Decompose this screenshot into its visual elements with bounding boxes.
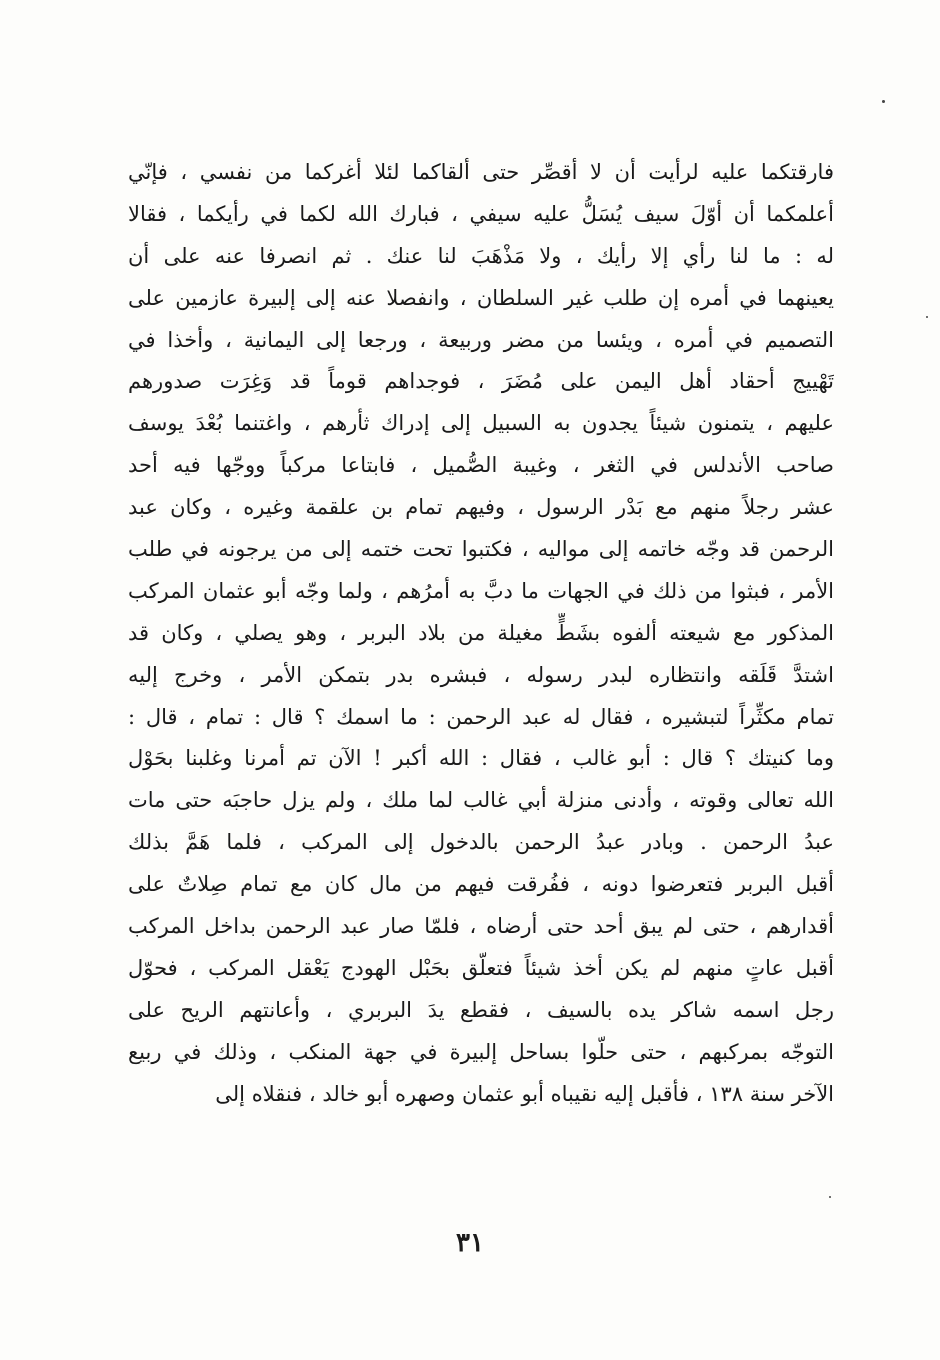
text-line: فارقتكما عليه لرأيت أن لا أقصِّر حتى ألقاكما لئلا أغركما من نفسي ، فإنّي: [128, 160, 834, 184]
text-line: له : ما لنا رأي إلا رأيك ، ولا مَذْهَبَ لنا عنك . ثم انصرفا عنه على أن: [128, 243, 834, 268]
text-line: عشر رجلاً منهم مع بَدْر الرسول ، وفيهم تمام بن علقمة وغيره ، وكان عبد: [128, 495, 834, 520]
page-number: ٣١: [456, 1228, 484, 1258]
text-line: الرحمن قد وجّه خاتمه إلى مواليه ، فكتبوا تحت ختمه إلى من يرجونه في طلب: [128, 537, 834, 562]
text-line: التصميم في أمره ، ويئسا من مضر وربيعة ، ورجعا إلى اليمانية ، وأخذا في: [128, 327, 834, 352]
text-line: أقدارهم ، حتى لم يبق أحد حتى أرضاه ، فلمّا صار عبد الرحمن بداخل المركب: [128, 914, 834, 939]
scan-speck: [882, 100, 885, 103]
scan-speck: [829, 1196, 831, 1198]
text-line: أعلمكما أن أوّلَ سيف يُسَلُّ عليه سيفي ، فبارك الله لكما في رأيكما ، فقالا: [128, 201, 834, 226]
text-line: أقبل البربر فتعرضوا دونه ، ففُرقت فيهم من مال كان مع تمام صِلاتٌ على: [128, 872, 834, 897]
text-line: اشتدَّ قَلَقه وانتظاره لبدر رسوله ، فبشره بدر بتمكن الأمر ، وخرج إليه: [128, 662, 834, 687]
text-line: المذكور مع شيعته ألفوه بشَطٍّ مغيلة من بلاد البربر ، وهو يصلي ، وكان قد: [128, 620, 834, 645]
text-line: يعينهما في أمره إن طلب غير السلطان ، وانفصلا عنه إلى إلبيرة عازمين على: [128, 285, 834, 310]
scan-speck: [926, 316, 928, 318]
text-line: أقبل عاتٍ منهم لم يكن أخذ شيئاً فتعلّق بحَبْل الهودج يَعْقل المركب ، فحوّل: [128, 955, 834, 980]
text-line: وما كنيتك ؟ قال : أبو غالب ، فقال : الله أكبر ! الآن تم أمرنا وغلبنا بحَوْل: [128, 746, 834, 771]
text-line: رجل اسمه شاكر يده بالسيف ، فقطع يدَ البربري ، وأعانتهم الريح على: [128, 997, 834, 1022]
text-line: عليهم ، يتمنون شيئاً يجدون به السبيل إلى إدراك ثأرهم ، واغتنما بُعْدَ يوسف: [128, 411, 834, 436]
text-line: عبدُ الرحمن . وبادر عبدُ الرحمن بالدخول إلى المركب ، فلما هَمَّ بذلك: [128, 830, 834, 855]
text-line: الله تعالى وقوته ، وأدنى منزلة أبي غالب لما ملك ، ولم يزل حاجبَه حتى مات: [128, 788, 834, 813]
text-line: الأمر ، فبثوا من ذلك في الجهات ما دبَّ به أمرُهم ، ولما وجّه أبو عثمان المركب: [128, 578, 834, 603]
text-line: تمام مكثِّراً لتبشيره ، فقال له عبد الرحمن : ما اسمك ؟ قال : تمام ، قال :: [128, 704, 834, 729]
text-line: صاحب الأندلس في الثغر ، وغيبة الصُّميل ، فابتاعا مركباً ووجّها فيه أحد: [128, 453, 834, 478]
text-line: الآخر سنة ١٣٨ ، فأقبل إليه نقيباه أبو عثمان وصهره أبو خالد ، فنقلاه إلى: [215, 1081, 834, 1106]
text-line: تَهْييج أحقاد أهل اليمن على مُضَرَ ، فوجداهم قوماً قد وَغِرَت صدورهم: [128, 369, 834, 394]
body-text: [128, 152, 834, 1115]
text-line: التوجّه بمركبهم ، حتى حلّوا بساحل إلبيرة في جهة المنكب ، وذلك في ربيع: [128, 1039, 834, 1064]
